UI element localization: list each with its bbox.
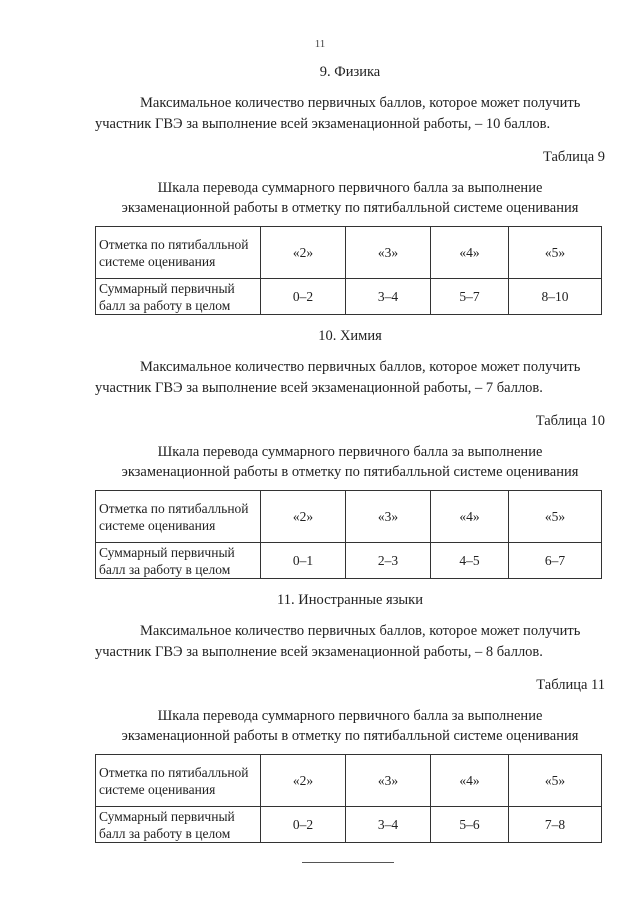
row-label-score: Суммарный первичный балл за работу в целом	[96, 543, 261, 579]
grade-table	[95, 490, 602, 579]
table-cell: «2»	[261, 227, 346, 279]
paragraph-line: участник ГВЭ за выполнение всей экзаменационной работы, – 10 баллов.	[95, 116, 551, 132]
paragraph-line: Максимальное количество первичных баллов, которое может получить	[140, 95, 581, 111]
section-chemistry	[95, 326, 605, 579]
table-cell: 3–4	[346, 807, 431, 843]
table-cell: «2»	[261, 755, 346, 807]
table-cell: «2»	[261, 491, 346, 543]
section-paragraph	[95, 621, 605, 663]
table-cell: 6–7	[509, 543, 602, 579]
paragraph-line: участник ГВЭ за выполнение всей экзаменационной работы, – 8 баллов.	[95, 644, 543, 660]
table-cell: «3»	[346, 227, 431, 279]
table-caption	[95, 442, 605, 482]
row-label-grade: Отметка по пятибалльной системе оценивания	[96, 755, 261, 807]
section-foreign-languages	[95, 590, 605, 843]
caption-line: Шкала перевода суммарного первичного балла за выполнение	[157, 180, 543, 196]
table-cell: «3»	[346, 491, 431, 543]
grade-table	[95, 226, 602, 315]
table-row	[96, 227, 602, 279]
table-row	[96, 807, 602, 843]
table-cell: 7–8	[509, 807, 602, 843]
section-paragraph	[95, 357, 605, 399]
table-caption	[95, 706, 605, 746]
table-cell: 5–7	[431, 279, 509, 315]
grade-table	[95, 754, 602, 843]
table-cell: «4»	[431, 755, 509, 807]
table-row	[96, 279, 602, 315]
table-cell: 0–2	[261, 807, 346, 843]
table-row	[96, 491, 602, 543]
table-cell: 4–5	[431, 543, 509, 579]
caption-line: экзаменационной работы в отметку по пятибалльной системе оценивания	[121, 200, 579, 216]
table-cell: 2–3	[346, 543, 431, 579]
row-label-score: Суммарный первичный балл за работу в целом	[96, 279, 261, 315]
caption-line: Шкала перевода суммарного первичного балла за выполнение	[157, 708, 543, 724]
paragraph-line: Максимальное количество первичных баллов, которое может получить	[140, 359, 581, 375]
table-cell: «3»	[346, 755, 431, 807]
table-label: Таблица 10	[535, 413, 605, 429]
table-row	[96, 543, 602, 579]
paragraph-line: участник ГВЭ за выполнение всей экзаменационной работы, – 7 баллов.	[95, 380, 543, 396]
caption-line: экзаменационной работы в отметку по пятибалльной системе оценивания	[121, 464, 579, 480]
paragraph-line: Максимальное количество первичных баллов, которое может получить	[140, 623, 581, 639]
page-number: 11	[314, 38, 326, 50]
table-cell: «5»	[509, 227, 602, 279]
row-label-score: Суммарный первичный балл за работу в целом	[96, 807, 261, 843]
table-cell: «5»	[509, 755, 602, 807]
table-caption	[95, 178, 605, 218]
section-heading: 11. Иностранные языки	[277, 592, 423, 608]
table-cell: 8–10	[509, 279, 602, 315]
caption-line: экзаменационной работы в отметку по пятибалльной системе оценивания	[121, 728, 579, 744]
table-row	[96, 755, 602, 807]
table-cell: «4»	[431, 491, 509, 543]
table-cell: 5–6	[431, 807, 509, 843]
section-heading: 9. Физика	[319, 64, 381, 80]
section-paragraph	[95, 93, 605, 135]
row-label-grade: Отметка по пятибалльной системе оценивания	[96, 227, 261, 279]
table-cell: «4»	[431, 227, 509, 279]
table-label: Таблица 11	[536, 677, 605, 693]
caption-line: Шкала перевода суммарного первичного балла за выполнение	[157, 444, 543, 460]
row-label-grade: Отметка по пятибалльной системе оценивания	[96, 491, 261, 543]
table-label: Таблица 9	[542, 149, 605, 165]
footer-divider	[302, 862, 394, 863]
section-heading: 10. Химия	[318, 328, 382, 344]
table-cell: «5»	[509, 491, 602, 543]
section-physics	[95, 62, 605, 315]
table-cell: 3–4	[346, 279, 431, 315]
table-cell: 0–1	[261, 543, 346, 579]
table-cell: 0–2	[261, 279, 346, 315]
